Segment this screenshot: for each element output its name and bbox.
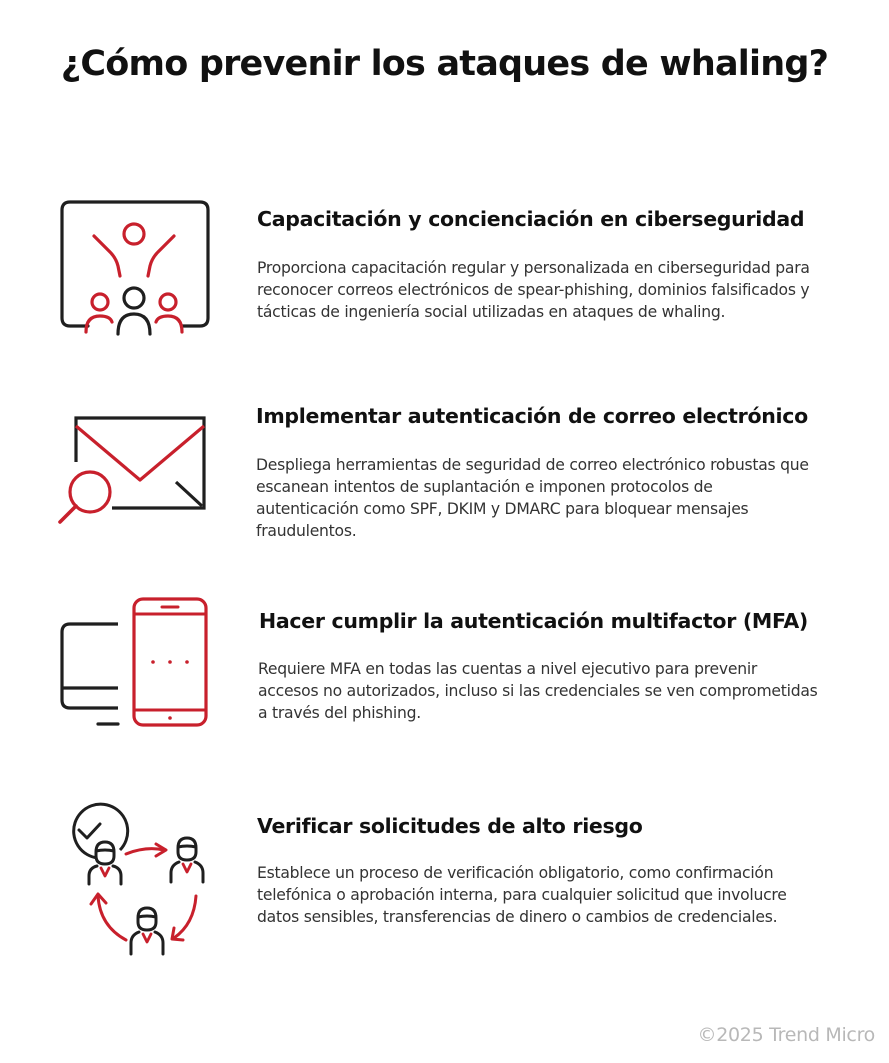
training-group-icon (58, 198, 212, 340)
copyright-text: ©2025 Trend Micro (697, 1024, 875, 1046)
section-body: Despliega herramientas de seguridad de correo electrónico robustas que escanean intentos de suplantación e imponen protocolos de autenticación como SPF, DKIM y DMARC para bloquear mensajes fraudulentos. (256, 456, 809, 540)
section-body: Requiere MFA en todas las cuentas a nivel ejecutivo para prevenir accesos no autorizados, incluso si las credenciales se ven comprometidas a través del phishing. (258, 660, 818, 722)
devices-mfa-icon (58, 596, 212, 730)
section-title: Capacitación y concienciación en ciberseguridad (257, 207, 805, 231)
verification-cycle-icon (56, 800, 216, 960)
email-magnifier-icon (56, 414, 210, 530)
section-title: Verificar solicitudes de alto riesgo (257, 814, 643, 838)
section-body: Establece un proceso de verificación obligatorio, como confirmación telefónica o aprobación interna, para cualquier solicitud que involucre datos sensibles, transferencias de dinero o cambios de credenciales. (257, 864, 787, 926)
section-body: Proporciona capacitación regular y personalizada en ciberseguridad para reconocer correos electrónicos de spear-phishing, dominios falsificados y tácticas de ingeniería social utilizadas en ataques de whaling. (257, 259, 810, 321)
section-title: Hacer cumplir la autenticación multifactor (MFA) (259, 609, 809, 633)
section-title: Implementar autenticación de correo electrónico (256, 404, 808, 428)
page-title: ¿Cómo prevenir los ataques de whaling? (60, 44, 829, 84)
